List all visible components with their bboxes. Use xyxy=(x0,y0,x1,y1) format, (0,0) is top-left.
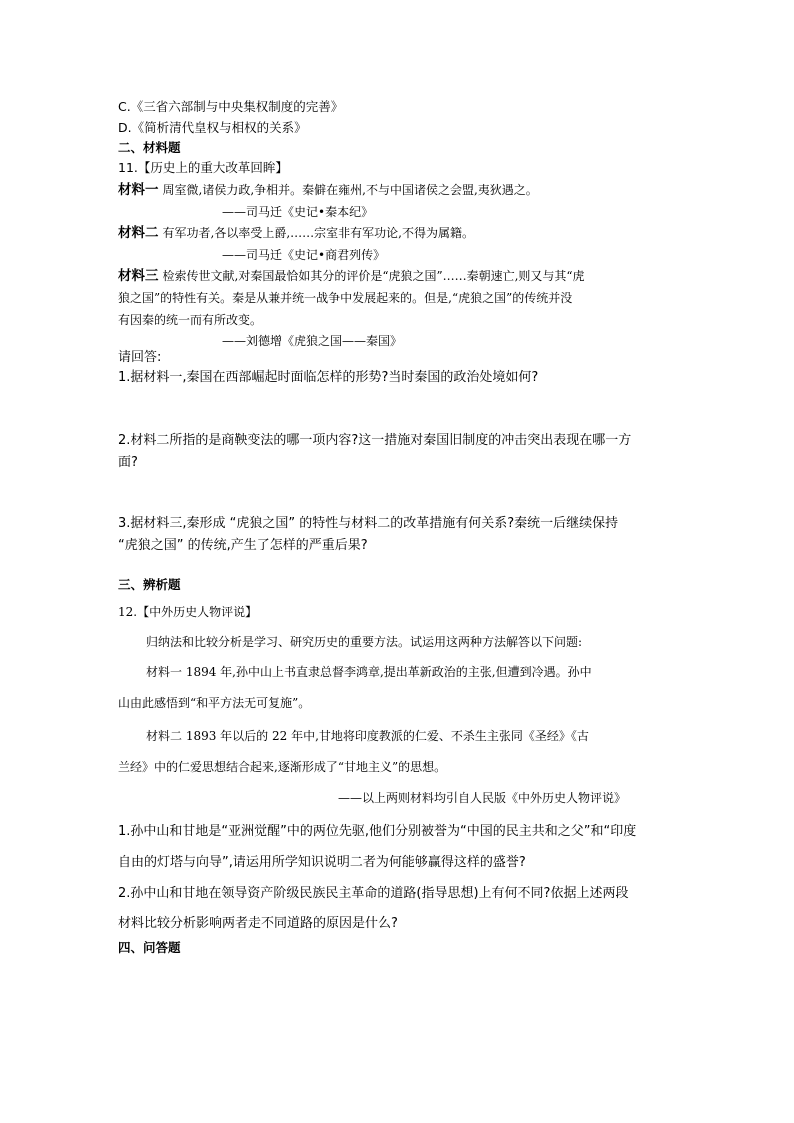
q12-material-1-line-2: 山由此感悟到“和平方法无可复施”。 xyxy=(118,696,311,710)
material-3-text: 检索传世文献,对秦国最恰如其分的评价是“虎狼之国”……秦朝速亡,则又与其“虎 xyxy=(162,269,585,283)
question-12-title: 12.【中外历史人物评说】 xyxy=(118,605,258,619)
material-2-label: 材料二 xyxy=(118,225,159,241)
section-heading-material: 二、材料题 xyxy=(118,140,181,155)
answer-prompt: 请回答: xyxy=(118,350,162,365)
material-3-line-1 xyxy=(118,267,585,285)
material-1-text: 周室微,诸侯力政,争相并。秦僻在雍州,不与中国诸侯之会盟,夷狄遇之。 xyxy=(162,183,538,197)
q12-material-2-line-1: 材料二 1893 年以后的 22 年中,甘地将印度教派的仁爱、不杀生主张同《圣经》《古 xyxy=(146,729,589,743)
material-2-source: ——司马迁《史记•商君列传》 xyxy=(222,248,386,262)
question-12-1-line-2: 自由的灯塔与向导”,请运用所学知识说明二者为何能够赢得这样的盛誉? xyxy=(118,855,526,870)
material-3-line-3: 有因秦的统一而有所改变。 xyxy=(118,313,263,327)
question-12-1-line-1: 1.孙中山和甘地是“亚洲觉醒”中的两位先驱,他们分别被誉为“中国的民主共和之父”和“印度 xyxy=(118,824,637,839)
material-1 xyxy=(118,181,538,199)
material-3-source: ——刘德增《虎狼之国——秦国》 xyxy=(222,334,403,348)
material-3-line-2: 狼之国”的特性有关。秦是从兼并统一战争中发展起来的。但是,“虎狼之国”的传统并没 xyxy=(118,291,573,305)
question-11-2-line-2: 面? xyxy=(118,455,138,470)
question-11-title: 11.【历史上的重大改革回眸】 xyxy=(118,160,288,175)
question-11-2-line-1: 2.材料二所指的是商鞅变法的哪一项内容?这一措施对秦国旧制度的冲击突出表现在哪一方 xyxy=(118,433,632,448)
question-11-1: 1.据材料一,秦国在西部崛起时面临怎样的形势?当时秦国的政治处境如何? xyxy=(118,370,539,385)
q12-source: ——以上两则材料均引自人民版《中外历史人物评说》 xyxy=(338,791,627,805)
material-1-label: 材料一 xyxy=(118,182,159,198)
question-12-intro: 归纳法和比较分析是学习、研究历史的重要方法。试运用这两种方法解答以下问题: xyxy=(146,635,583,649)
q12-material-2-line-2: 兰经》中的仁爱思想结合起来,逐渐形成了“甘地主义”的思想。 xyxy=(118,760,447,774)
option-d: D.《简析清代皇权与相权的关系》 xyxy=(118,120,307,135)
question-12-2-line-1: 2.孙中山和甘地在领导资产阶级民族民主革命的道路(指导思想)上有何不同?依据上述两段 xyxy=(118,886,629,901)
material-2 xyxy=(118,224,474,242)
question-12-2-line-2: 材料比较分析影响两者走不同道路的原因是什么? xyxy=(118,916,398,931)
material-3-label: 材料三 xyxy=(118,268,159,284)
question-11-3-line-2: “虎狼之国” 的传统,产生了怎样的严重后果? xyxy=(118,538,368,553)
material-2-text: 有军功者,各以率受上爵,……宗室非有军功论,不得为属籍。 xyxy=(162,226,474,240)
section-heading-analysis: 三、辨析题 xyxy=(118,577,181,592)
q12-material-1-line-1: 材料一 1894 年,孙中山上书直隶总督李鸿章,提出革新政治的主张,但遭到冷遇。孙中 xyxy=(146,665,592,679)
question-11-3-line-1: 3.据材料三,秦形成 “虎狼之国” 的特性与材料二的改革措施有何关系?秦统一后继续保持 xyxy=(118,516,619,531)
section-heading-qa: 四、问答题 xyxy=(118,940,181,955)
option-c: C.《三省六部制与中央集权制度的完善》 xyxy=(118,99,344,114)
material-1-source: ——司马迁《史记•秦本纪》 xyxy=(222,205,374,219)
